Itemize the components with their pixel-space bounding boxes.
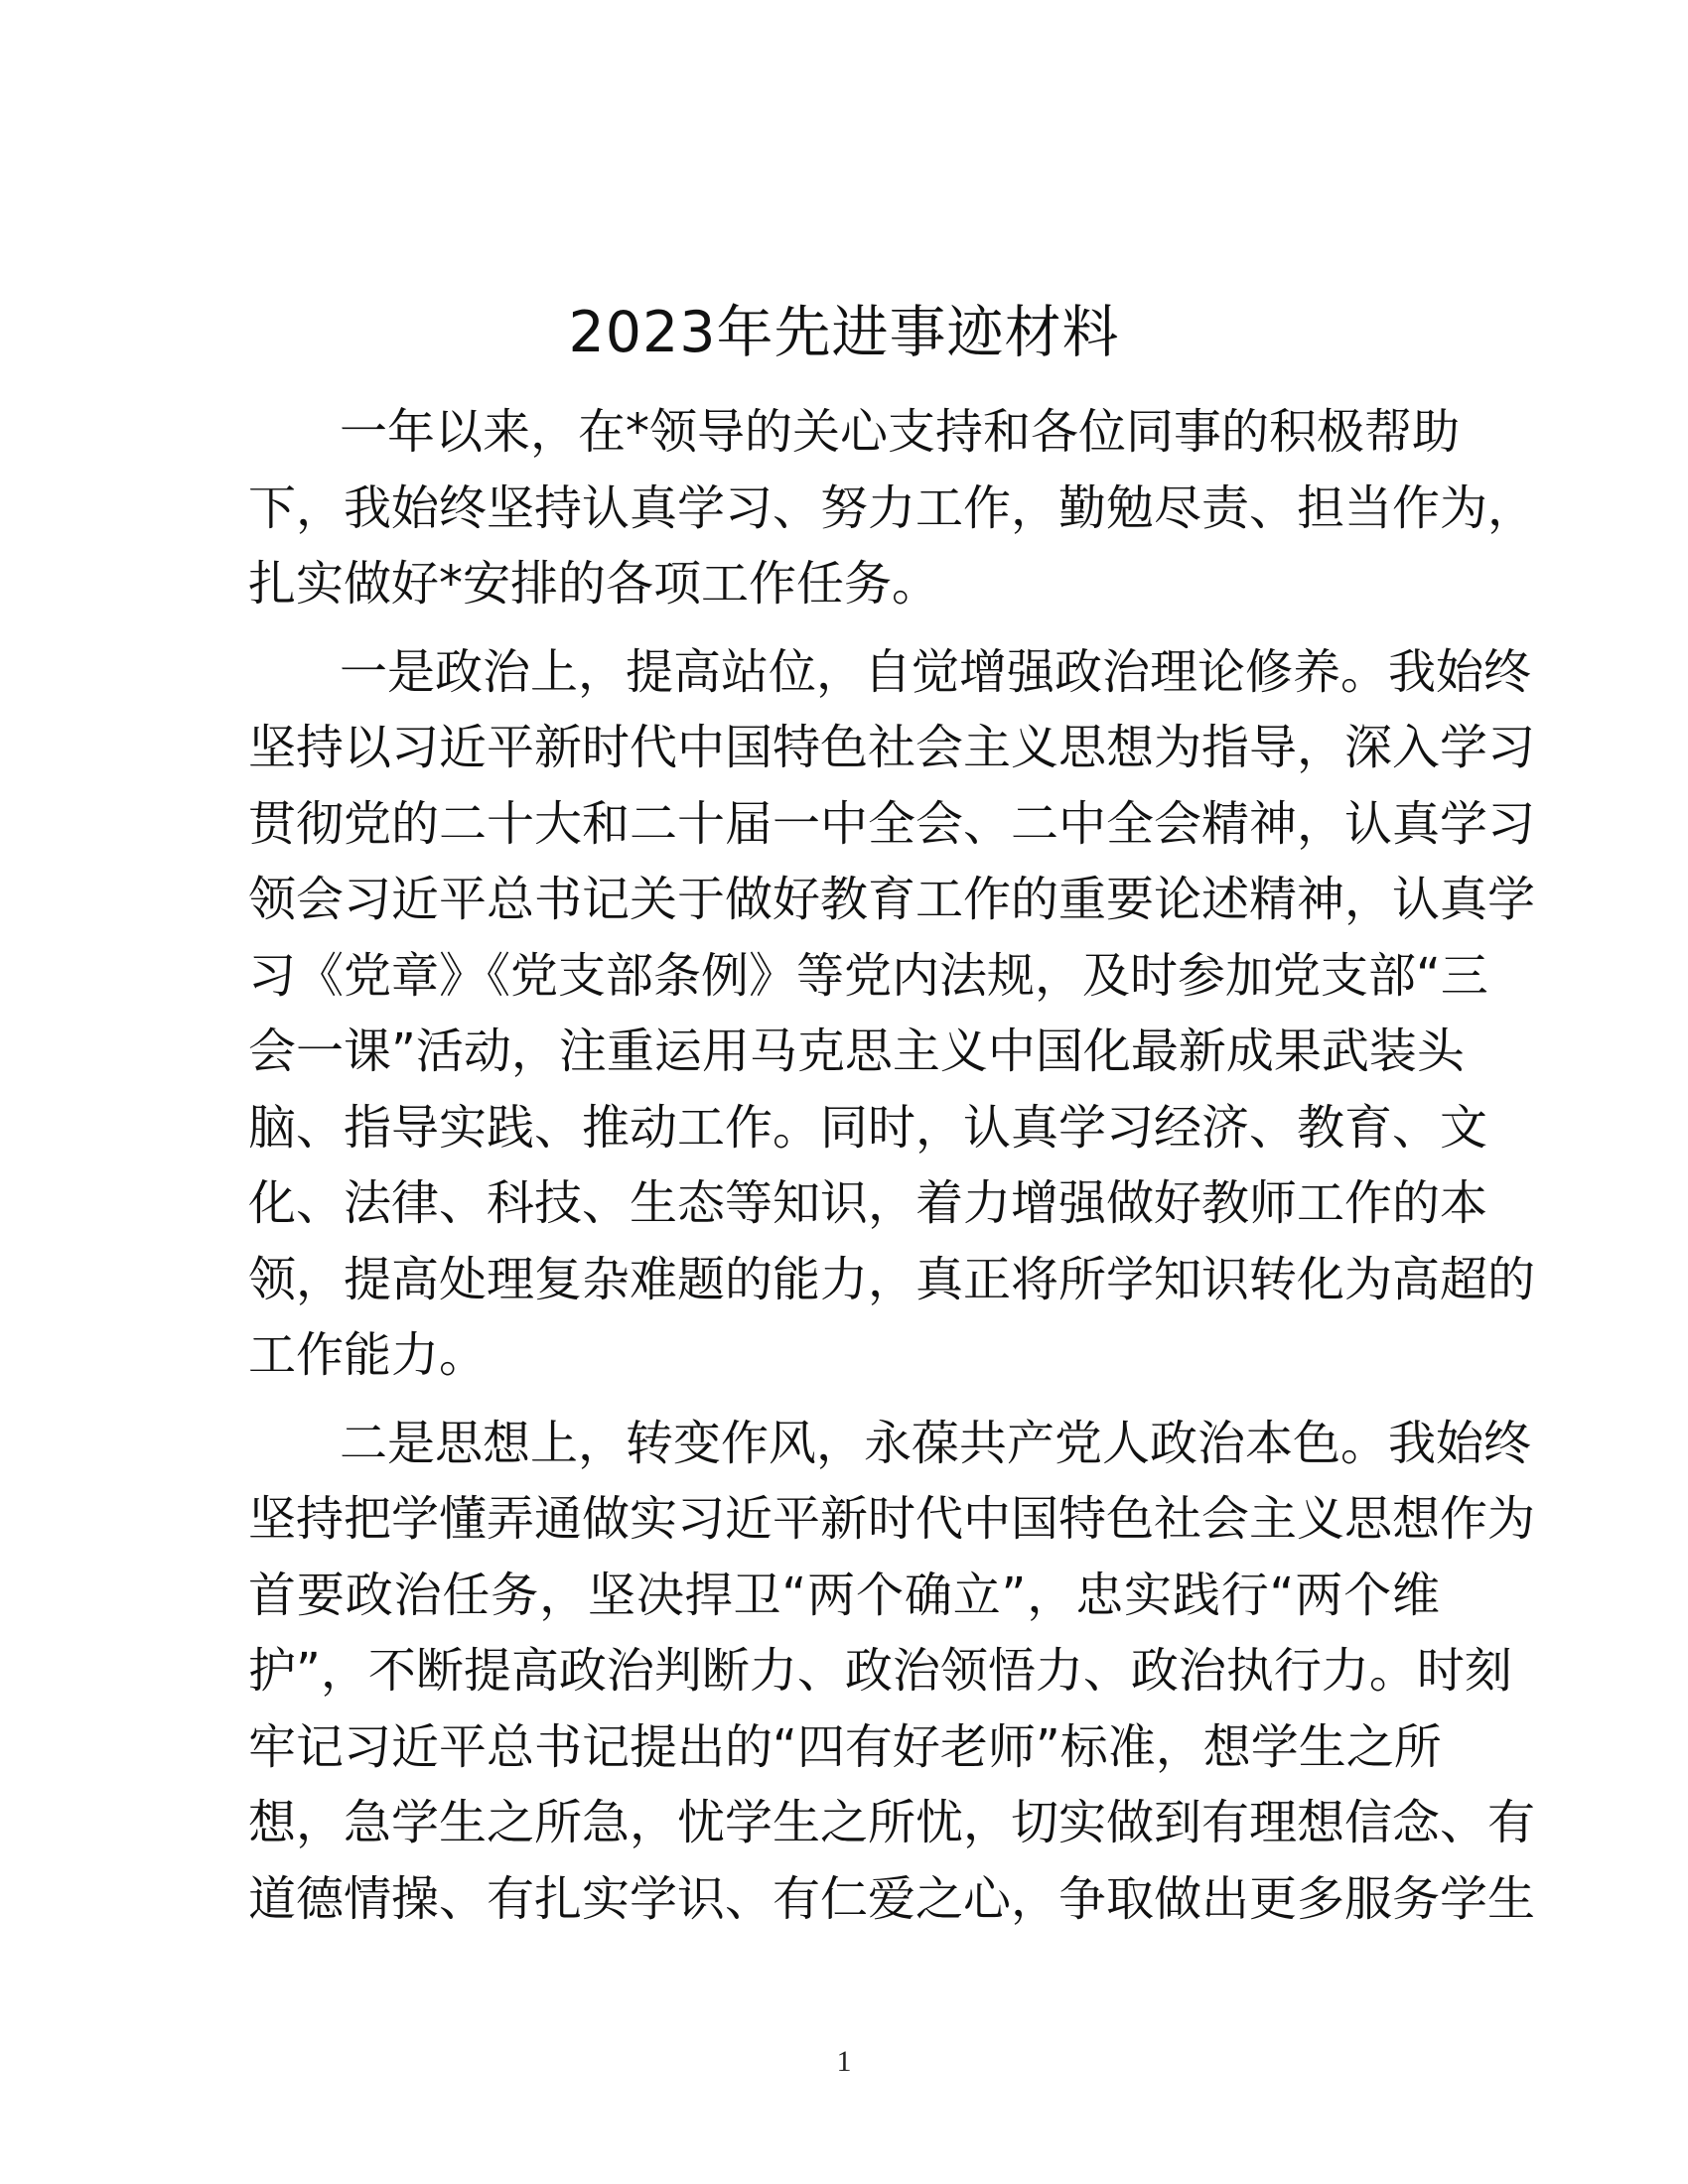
text-line: 牢记习近平总书记提出的“四有好老师”标准，想学生之所 bbox=[248, 1718, 1442, 1775]
document-title: 2023年先进事迹材料 bbox=[568, 300, 1120, 365]
text-line: 想，急学生之所急，忧学生之所忧，切实做到有理想信念、有 bbox=[248, 1795, 1536, 1850]
text-line: 会一课”活动，注重运用马克思主义中国化最新成果武装头 bbox=[248, 1024, 1465, 1079]
text-line: 首要政治任务，坚决捍卫“两个确立”，忠实践行“两个维 bbox=[248, 1567, 1440, 1623]
text-line: 道德情操、有扎实学识、有仁爱之心，争取做出更多服务学生 bbox=[248, 1870, 1536, 1927]
text-line: 领，提高处理复杂难题的能力，真正将所学知识转化为高超的 bbox=[248, 1251, 1536, 1307]
text-line: 贯彻党的二十大和二十届一中全会、二中全会精神，认真学习 bbox=[248, 795, 1536, 852]
text-line: 扎实做好*安排的各项工作任务。 bbox=[248, 556, 940, 612]
text-line: 二是思想上，转变作风，永葆共产党人政治本色。我始终 bbox=[340, 1415, 1532, 1471]
paragraph-intro bbox=[248, 394, 1536, 622]
text-line: 下，我始终坚持认真学习、努力工作，勤勉尽责、担当作为， bbox=[248, 479, 1536, 536]
text-line: 一年以来，在*领导的关心支持和各位同事的积极帮助 bbox=[340, 404, 1461, 460]
document-body bbox=[248, 394, 1536, 1949]
text-line: 坚持把学懂弄通做实习近平新时代中国特色社会主义思想作为 bbox=[248, 1491, 1536, 1547]
text-line: 领会习近平总书记关于做好教育工作的重要论述精神，认真学 bbox=[248, 872, 1536, 927]
paragraph-ideological bbox=[248, 1406, 1536, 1938]
text-line: 一是政治上，提高站位，自觉增强政治理论修养。我始终 bbox=[340, 643, 1532, 700]
page-number: 1 bbox=[836, 2045, 852, 2078]
text-line: 脑、指导实践、推动工作。同时，认真学习经济、教育、文 bbox=[248, 1099, 1488, 1156]
text-line: 化、法律、科技、生态等知识，着力增强做好教师工作的本 bbox=[248, 1175, 1488, 1231]
text-line: 护”，不断提高政治判断力、政治领悟力、政治执行力。时刻 bbox=[248, 1643, 1512, 1699]
text-line: 习《党章》《党支部条例》等党内法规，及时参加党支部“三 bbox=[248, 947, 1488, 1004]
paragraph-political bbox=[248, 634, 1536, 1394]
text-line: 工作能力。 bbox=[248, 1327, 488, 1383]
text-line: 坚持以习近平新时代中国特色社会主义思想为指导，深入学习 bbox=[248, 720, 1536, 775]
